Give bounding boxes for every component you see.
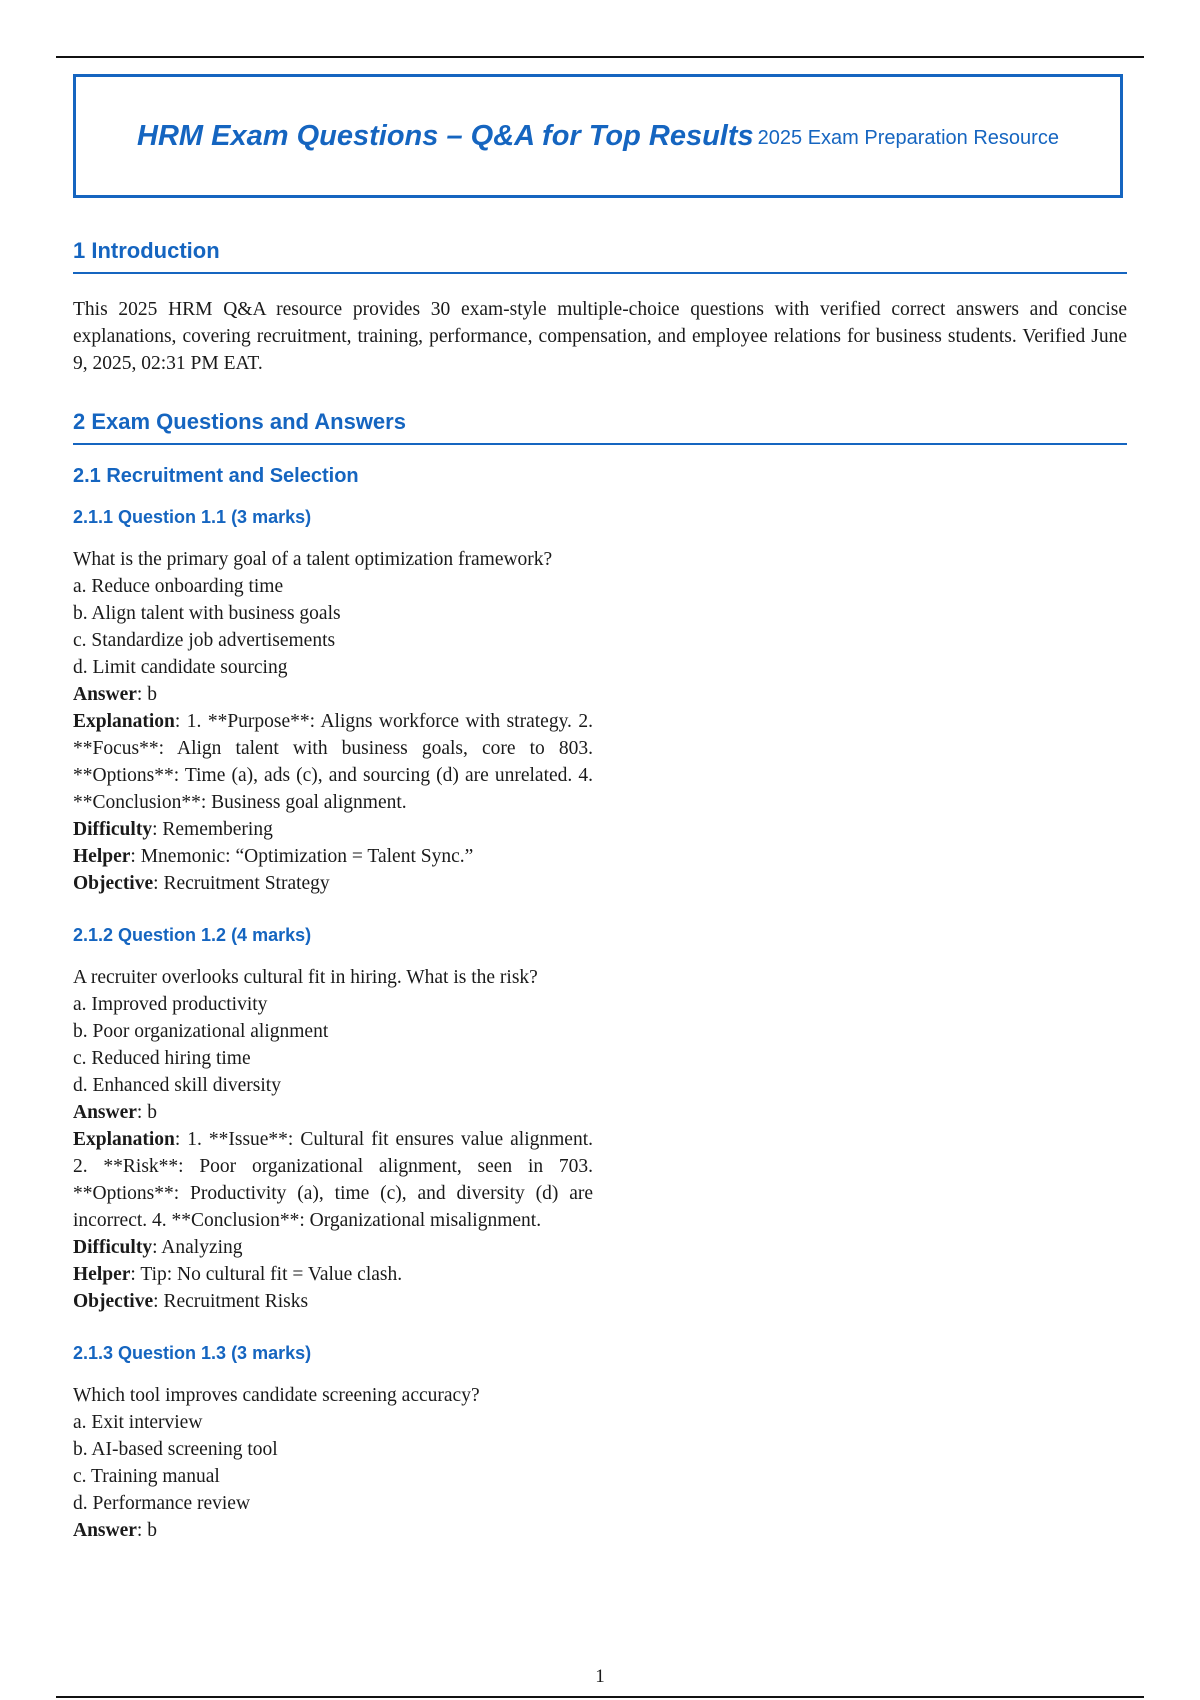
title-box <box>73 74 1123 198</box>
subsection-heading-recruitment: 2.1 Recruitment and Selection <box>73 465 359 487</box>
page-number: 1 <box>595 1666 605 1687</box>
answer-line: Answer: b <box>73 684 157 705</box>
answer-line: Answer: b <box>73 1520 157 1541</box>
top-rule <box>56 56 1144 58</box>
option-d: d. Performance review <box>73 1493 251 1514</box>
question-block <box>73 546 593 897</box>
objective-line: Objective: Recruitment Strategy <box>73 873 330 894</box>
intro-paragraph: This 2025 HRM Q&A resource provides 30 exam-style multiple-choice questions with verified correct answers and concise explanations, covering recruitment, training, performance, compensation, and employee relations for business students. Verified June 9, 2025, 02:31 PM EAT. <box>73 299 1127 374</box>
difficulty-value: Remembering <box>162 819 273 840</box>
helper-line: Helper: Mnemonic: “Optimization = Talent Sync.” <box>73 846 474 867</box>
option-c: c. Training manual <box>73 1466 220 1487</box>
helper-label: Helper <box>73 846 131 867</box>
answer-value: b <box>147 1520 157 1541</box>
question-heading: 2.1.3 Question 1.3 (3 marks) <box>73 1343 312 1363</box>
explanation-line: Explanation: 1. **Purpose**: Aligns workforce with strategy. 2. **Focus**: Align talent with business goals, core to 803. **Options**: Time (a), ads (c), and sourcing (d) are unrelated. 4. **Conclusion**: Business goal alignment. <box>73 711 593 813</box>
question-text: Which tool improves candidate screening accuracy? <box>73 1385 480 1406</box>
question-block <box>73 964 593 1315</box>
option-d: d. Enhanced skill diversity <box>73 1075 281 1096</box>
difficulty-label: Difficulty <box>73 819 153 840</box>
question-block <box>73 1382 593 1544</box>
option-c: c. Reduced hiring time <box>73 1048 251 1069</box>
helper-text: Tip: No cultural fit = Value clash. <box>140 1264 403 1285</box>
objective-label: Objective <box>73 1291 154 1312</box>
answer-value: b <box>147 684 157 705</box>
answer-line: Answer: b <box>73 1102 157 1123</box>
helper-line: Helper: Tip: No cultural fit = Value clash. <box>73 1264 403 1285</box>
objective-line: Objective: Recruitment Risks <box>73 1291 309 1312</box>
difficulty-label: Difficulty <box>73 1237 153 1258</box>
document-title: HRM Exam Questions – Q&A for Top Results <box>137 119 754 152</box>
option-b: b. Poor organizational alignment <box>73 1021 329 1042</box>
option-a: a. Improved productivity <box>73 994 268 1015</box>
explanation-text: 1. **Issue**: Cultural fit ensures value alignment. 2. **Risk**: Poor organizational alignment, seen in 703. **Options**: Productivity (a), time (c), and diversity (d) are incorrect. 4. **Conclusion**: Organizational misalignment. <box>73 1129 593 1231</box>
answer-label: Answer <box>73 684 137 705</box>
question-heading: 2.1.1 Question 1.1 (3 marks) <box>73 507 312 527</box>
answer-label: Answer <box>73 1520 137 1541</box>
option-a: a. Reduce onboarding time <box>73 576 284 597</box>
difficulty-value: Analyzing <box>161 1237 243 1258</box>
explanation-line: Explanation: 1. **Issue**: Cultural fit ensures value alignment. 2. **Risk**: Poor organizational alignment, seen in 703. **Options**: Productivity (a), time (c), and diversity (d) are incorrect. 4. **Conclusion**: Organizational misalignment. <box>73 1129 593 1231</box>
option-d: d. Limit candidate sourcing <box>73 657 288 678</box>
answer-label: Answer <box>73 1102 137 1123</box>
explanation-label: Explanation <box>73 711 175 732</box>
difficulty-line: Difficulty: Analyzing <box>73 1237 243 1258</box>
objective-value: Recruitment Strategy <box>163 873 330 894</box>
answer-value: b <box>147 1102 157 1123</box>
option-b: b. AI-based screening tool <box>73 1439 278 1460</box>
section-heading-questions: 2 Exam Questions and Answers <box>73 409 1127 445</box>
difficulty-line: Difficulty: Remembering <box>73 819 273 840</box>
document-body <box>73 238 1127 1544</box>
option-a: a. Exit interview <box>73 1412 203 1433</box>
option-c: c. Standardize job advertisements <box>73 630 336 651</box>
question-text: What is the primary goal of a talent optimization framework? <box>73 549 553 570</box>
option-b: b. Align talent with business goals <box>73 603 341 624</box>
document-subtitle: 2025 Exam Preparation Resource <box>757 126 1059 149</box>
objective-value: Recruitment Risks <box>163 1291 309 1312</box>
question-heading: 2.1.2 Question 1.2 (4 marks) <box>73 925 312 945</box>
helper-text: Mnemonic: “Optimization = Talent Sync.” <box>140 846 474 867</box>
bottom-rule <box>56 1696 1144 1698</box>
explanation-text: 1. **Purpose**: Aligns workforce with strategy. 2. **Focus**: Align talent with business goals, core to 803. **Options**: Time (a), ads (c), and sourcing (d) are unrelated. 4. **Conclusion**: Business goal alignment. <box>73 711 593 813</box>
question-text: A recruiter overlooks cultural fit in hiring. What is the risk? <box>73 967 538 988</box>
helper-label: Helper <box>73 1264 131 1285</box>
objective-label: Objective <box>73 873 154 894</box>
section-heading-introduction: 1 Introduction <box>73 238 1127 274</box>
explanation-label: Explanation <box>73 1129 175 1150</box>
